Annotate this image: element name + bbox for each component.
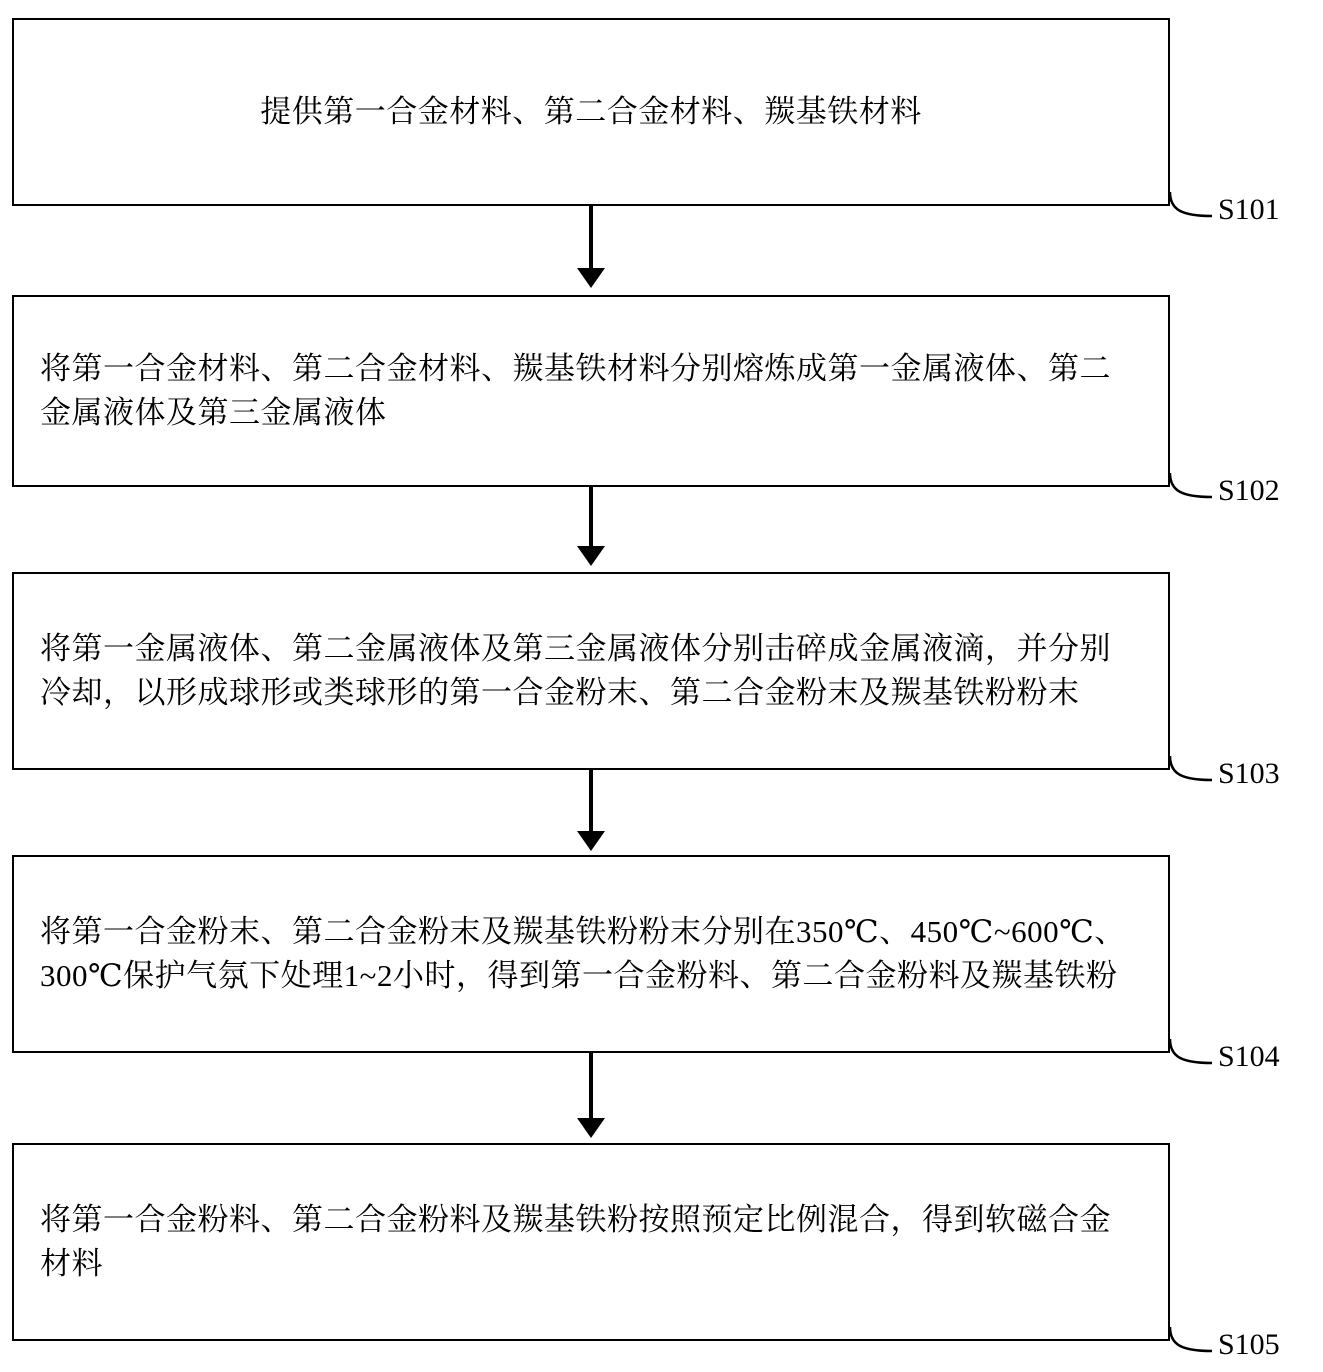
connector-s102-s103 [589,487,593,554]
leader-line-s104 [1168,1037,1214,1067]
flowchart-step-s104 [12,855,1170,1053]
step-label-s101: S101 [1218,193,1280,226]
flowchart-step-s103 [12,572,1170,770]
step-s104-text: 将第一合金粉末、第二合金粉末及羰基铁粉粉末分别在350℃、450℃~600℃、300℃保护气氛下处理1~2小时，得到第一合金粉料、第二合金粉料及羰基铁粉 [40,913,1126,993]
flowchart-step-s105 [12,1143,1170,1341]
connector-arrowhead-3 [577,831,605,851]
leader-line-s105 [1168,1325,1214,1355]
connector-arrowhead-1 [577,268,605,288]
step-label-s104: S104 [1218,1040,1280,1073]
leader-line-s102 [1168,471,1214,501]
connector-arrowhead-4 [577,1118,605,1138]
leader-line-s103 [1168,754,1214,784]
flowchart-step-s101 [12,18,1170,206]
flowchart-step-s102 [12,295,1170,487]
connector-arrowhead-2 [577,546,605,566]
step-label-s102: S102 [1218,474,1280,507]
connector-s101-s102 [589,206,593,276]
step-label-s103: S103 [1218,757,1280,790]
leader-line-s101 [1168,190,1214,220]
step-s102-text: 将第一合金材料、第二合金材料、羰基铁材料分别熔炼成第一金属液体、第二金属液体及第三金属液体 [40,350,1111,430]
step-s103-text: 将第一金属液体、第二金属液体及第三金属液体分别击碎成金属液滴，并分别冷却，以形成球形或类球形的第一合金粉末、第二合金粉末及羰基铁粉粉末 [40,630,1111,710]
step-label-s105: S105 [1218,1328,1280,1361]
step-s101-text: 提供第一合金材料、第二合金材料、羰基铁材料 [260,93,922,129]
step-s105-text: 将第一合金粉料、第二合金粉料及羰基铁粉按照预定比例混合，得到软磁合金材料 [40,1201,1111,1281]
connector-s104-s105 [589,1053,593,1125]
connector-s103-s104 [589,770,593,838]
